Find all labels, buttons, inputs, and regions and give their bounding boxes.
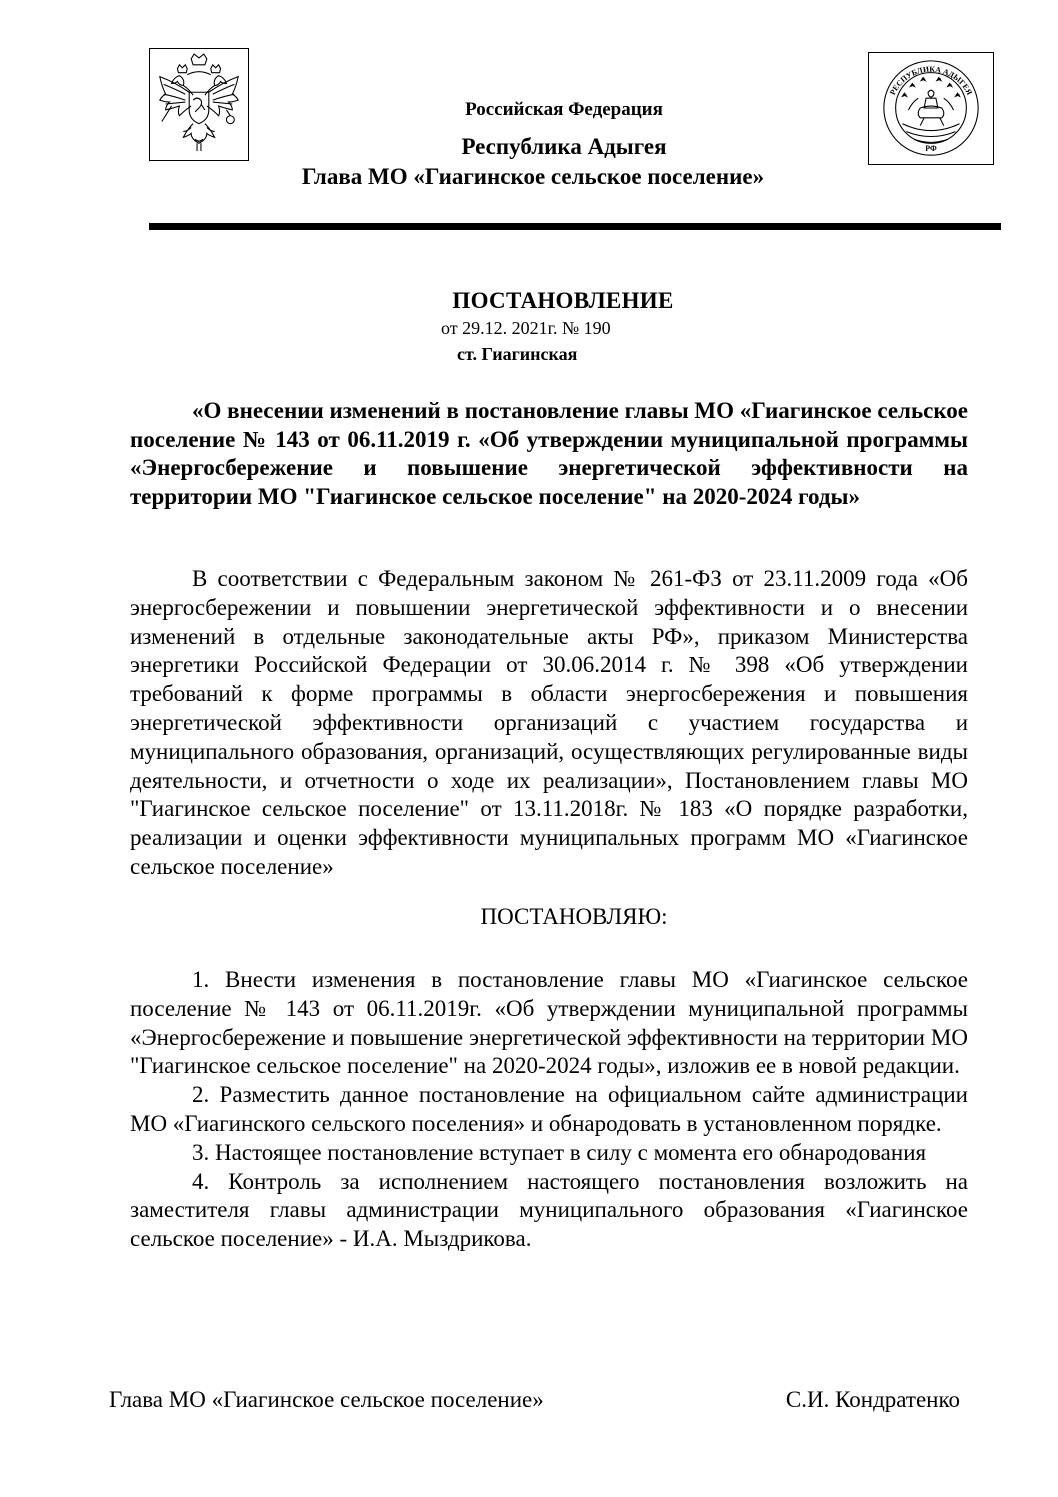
resolve-heading: ПОСТАНОВЛЯЮ:	[480, 904, 668, 929]
adygea-emblem-lettering-top: РЕСПУБЛИКА АДЫГЕЯ	[887, 64, 975, 97]
signature-name: С.И. Кондратенко	[785, 1387, 960, 1412]
signature-position: Глава МО «Гиагинское сельское поселение»	[109, 1387, 544, 1412]
resolution-item-4: 4. Контроль за исполнением настоящего постановления возложить на заместителя главы администрации муниципального образования «Гиагинское сельское поселение» - И.А. Мыздрикова.	[130, 1168, 968, 1252]
country-name: Российская Федерация	[465, 99, 663, 120]
issuer-title: Глава МО «Гиагинское сельское поселение»	[301, 164, 765, 189]
resolution-item-2: 2. Разместить данное постановление на официальном сайте администрации МО «Гиагинского сельского поселения» и обнародовать в установленном порядке.	[130, 1082, 968, 1136]
document-date-number: от 29.12. 2021г. № 190	[441, 318, 611, 338]
signature-block	[109, 1387, 960, 1413]
republic-name: Республика Адыгея	[461, 134, 667, 159]
header-divider	[149, 223, 1001, 230]
document-preamble: В соответствии с Федеральным законом № 261-ФЗ от 23.11.2009 года «Об энергосбережении и повышении энергетической эффективности и о внесении изменений в отдельные законодательные акты РФ», приказом Министерства энергетики Российской Федерации от 30.06.2014 г. № 398 «Об утверждении требований к форме программы в области энергосбережения и повышения энергетической эффективности организаций с участием государства и муниципального образования, организаций, осуществляющих регулированные виды деятельности, и отчетности о ходе их реализации», Постановлением главы МО "Гиагинское сельское поселение" от 13.11.2018г. № 183 «О порядке разработки, реализации и оценки эффективности муниципальных программ МО «Гиагинское сельское поселение»	[130, 566, 968, 879]
resolution-item-3: 3. Настоящее постановление вступает в силу с момента его обнародования	[192, 1139, 927, 1165]
resolution-items	[130, 966, 968, 1254]
resolution-item-1: 1. Внести изменения в постановление главы МО «Гиагинское сельское поселение № 143 от 06.11.2019г. «Об утверждении муниципальной программы «Энергосбережение и повышение энергетической эффективности на территории МО "Гиагинское сельское поселение" на 2020-2024 годы», изложив ее в новой редакции.	[130, 967, 968, 1079]
document-place: ст. Гиагинская	[457, 344, 578, 364]
adygea-emblem-lettering-bottom: РФ	[925, 144, 937, 154]
document-subject: «О внесении изменений в постановление главы МО «Гиагинское сельское поселение № 143 от 06.11.2019 г. «Об утверждении муниципальной программы «Энергосбережение и повышение энергетической эффективности на территории МО "Гиагинское сельское поселение" на 2020-2024 годы»	[130, 398, 968, 509]
document-type: ПОСТАНОВЛЕНИЕ	[452, 288, 674, 313]
svg-text:РЕСПУБЛИКА АДЫГЕЯ	[888, 65, 974, 97]
